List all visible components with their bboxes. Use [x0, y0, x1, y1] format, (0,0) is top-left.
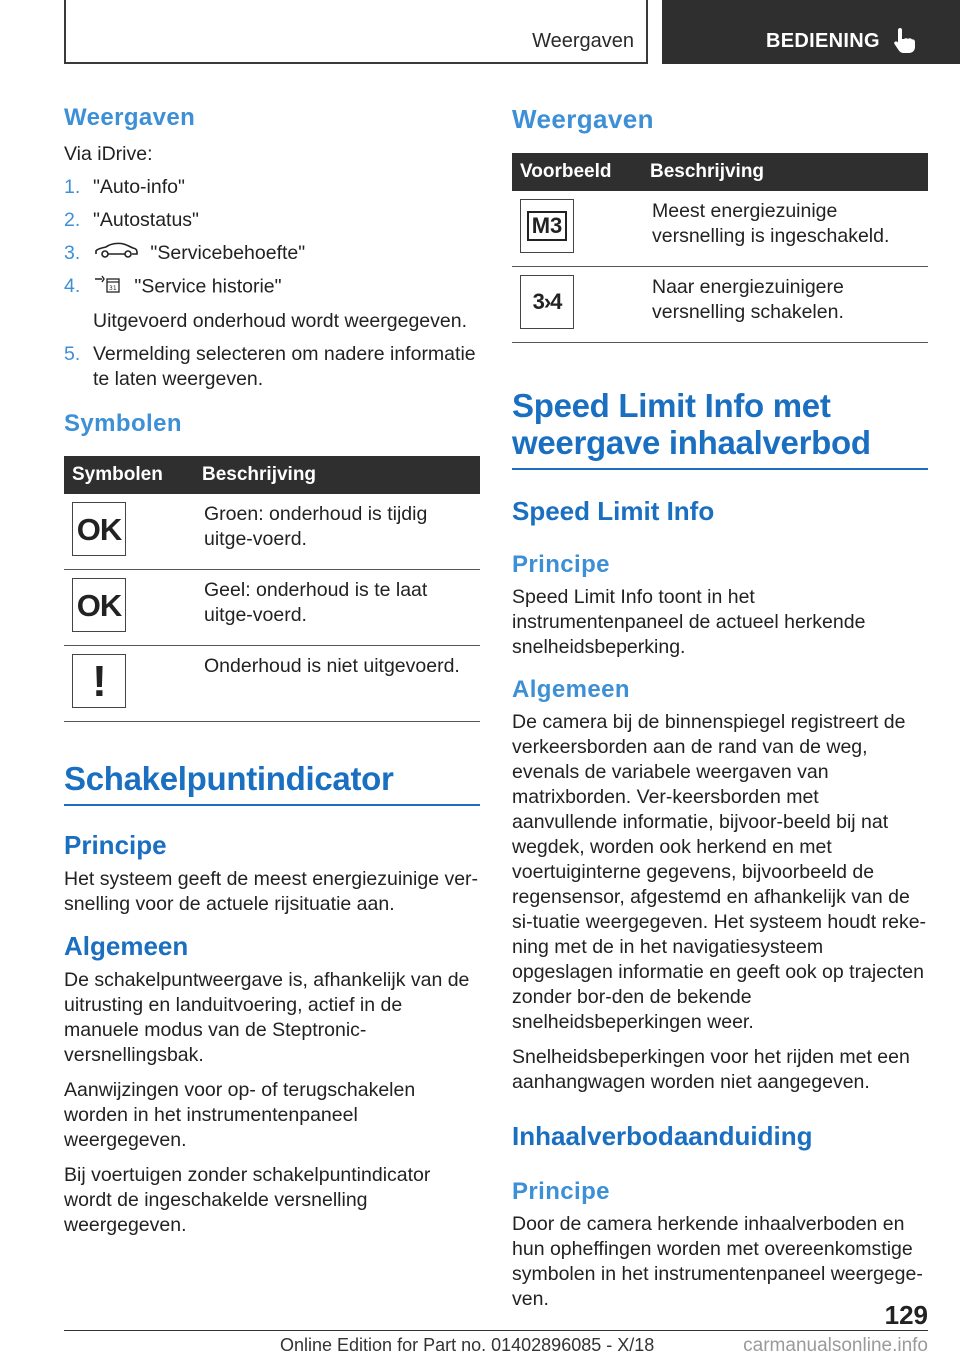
watermark-text: carmanualsonline.info	[743, 1335, 928, 1356]
page-number: 129	[884, 1300, 928, 1330]
list-item: 5. Vermelding selecteren om nadere informatie te laten weergeven.	[64, 343, 476, 391]
ok-yellow-icon: OK	[72, 578, 126, 632]
left-column	[64, 96, 480, 1238]
weergaven-heading: Weergaven	[64, 104, 196, 131]
table-header: Symbolen	[64, 456, 194, 494]
principe-right-text: Speed Limit Info toont in het instrumentenpaneel de actueel herkende snelheidsbeperking.	[512, 586, 866, 658]
algemeen-heading: Algemeen	[64, 931, 189, 962]
header-chapter-tab	[662, 0, 960, 64]
algemeen-right-heading: Algemeen	[512, 676, 630, 703]
warning-exclamation-icon: !	[72, 654, 126, 708]
inhaalverbod-heading: Inhaalverbodaanduiding	[512, 1121, 813, 1151]
principe-right-heading: Principe	[512, 551, 610, 578]
symbolen-table	[64, 456, 480, 722]
service-history-icon	[93, 274, 123, 301]
principe-text: Het systeem geeft de meest energiezuinige ver-snelling voor de actuele rijsituatie aan.	[64, 868, 479, 916]
table-row: ! Onderhoud is niet uitgevoerd.	[64, 646, 480, 722]
symbolen-heading: Symbolen	[64, 410, 182, 438]
header-section-tab	[64, 0, 648, 64]
via-idrive-text: Via iDrive:	[64, 143, 153, 165]
hand-pointer-icon	[892, 26, 918, 54]
algemeen-text-2: Aanwijzingen voor op- of terugschakelen worden in het instrumentenpaneel weergegeven.	[64, 1079, 416, 1152]
table-header: Beschrijving	[194, 456, 480, 494]
svg-text:31: 31	[109, 285, 117, 293]
algemeen-right-text-1: De camera bij de binnenspiegel registreert de verkeersborden aan de rand van de weg, evenals de variabele weergaven van matrixborden. Ver-keersborden met aanvullende informatie, bijvoor-beeld bij nat wegdek, worden ook herkend en met voertuiginterne gegevens, bijvoorbeeld de regensensor, afgestemd en afhankelijk van de si-tuatie weergegeven. Het systeem houdt reke-ning met de in het navigatiesysteem opgeslagen informatie en geeft ook op trajecten zonder bor-den de bekende snelheidsbeperkingen weer.	[512, 711, 927, 1033]
principe-inhaal-text: Door de camera herkende inhaalverboden en hun opheffingen worden met overeenkomstige symbolen in het instrumentenpaneel weergege-ven.	[512, 1213, 923, 1310]
schakelpuntindicator-heading: Schakelpuntindicator	[64, 760, 480, 806]
algemeen-right-text-2: Snelheidsbeperkingen voor het rijden met een aanhangwagen worden niet aangegeven.	[512, 1046, 910, 1093]
list-item: 2. "Autostatus"	[64, 209, 199, 231]
voorbeeld-table	[512, 153, 928, 343]
list-item: 4. 31 "Service historie" Uitgevoerd onderhoud wordt weergegeven.	[64, 275, 467, 333]
steps-list	[64, 175, 480, 392]
edition-text: Online Edition for Part no. 01402896085 - X/18	[280, 1335, 655, 1355]
table-row: M3 Meest energiezuinige versnelling is ingeschakeld.	[512, 191, 928, 267]
speed-limit-heading: Speed Limit Info met weergave inhaalverbod	[512, 387, 928, 470]
right-column	[512, 96, 928, 1312]
header-chapter-title: BEDIENING	[766, 30, 880, 52]
principe-heading: Principe	[64, 830, 167, 861]
table-row: OK Groen: onderhoud is tijdig uitge-voerd.	[64, 494, 480, 570]
weergaven-right-heading: Weergaven	[512, 104, 654, 134]
header-section-title: Weergaven	[532, 30, 634, 52]
list-item: 1. "Auto-info"	[64, 176, 185, 198]
footer-divider	[64, 1330, 928, 1331]
gear-shift-up-icon: 3›4	[520, 275, 574, 329]
table-row: 3›4 Naar energiezuinigere versnelling schakelen.	[512, 267, 928, 343]
speed-limit-info-heading: Speed Limit Info	[512, 496, 715, 526]
ok-green-icon: OK	[72, 502, 126, 556]
table-row: OK Geel: onderhoud is te laat uitge-voerd.	[64, 570, 480, 646]
algemeen-text-1: De schakelpuntweergave is, afhankelijk van de uitrusting en landuitvoering, actief in de manuele modus van de Steptronic-versnellingsbak.	[64, 969, 470, 1067]
table-header: Beschrijving	[642, 153, 928, 191]
algemeen-text-3: Bij voertuigen zonder schakelpuntindicator wordt de ingeschakelde versnelling weergegeven.	[64, 1164, 431, 1237]
principe-inhaal-heading: Principe	[512, 1178, 610, 1205]
gear-m3-icon: M3	[520, 199, 574, 253]
list-item: 3. "Servicebehoefte"	[64, 241, 480, 266]
table-header: Voorbeeld	[512, 153, 642, 191]
car-service-icon	[93, 241, 139, 266]
